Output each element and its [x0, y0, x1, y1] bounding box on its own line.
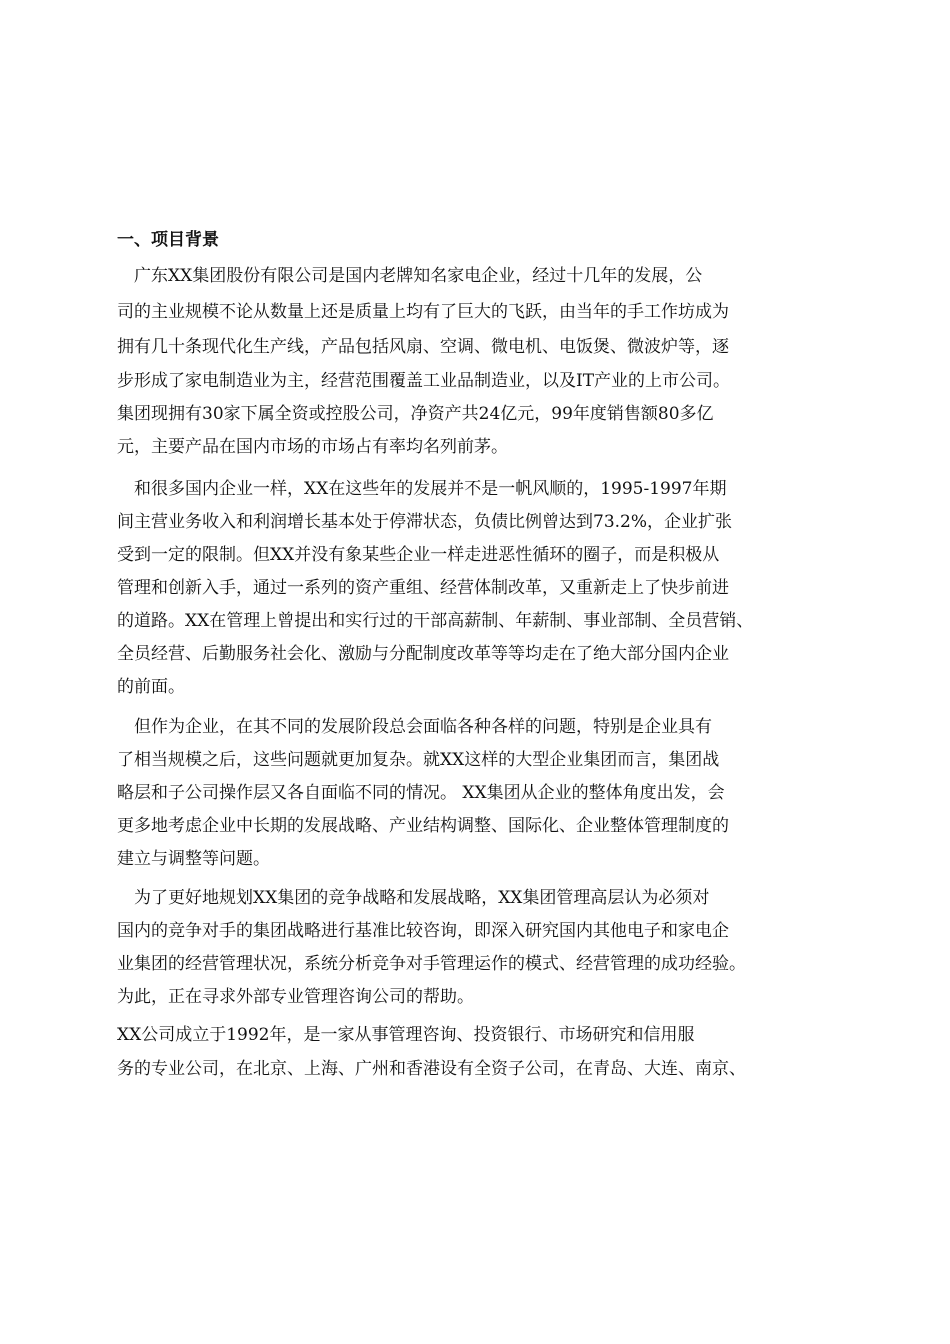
body-line: 为了更好地规划XX集团的竞争战略和发展战略，XX集团管理高层认为必须对 [117, 888, 710, 908]
body-line: 了相当规模之后，这些问题就更加复杂。就XX这样的大型企业集团而言，集团战 [117, 750, 720, 770]
body-line: 广东XX集团股份有限公司是国内老牌知名家电企业，经过十几年的发展，公 [117, 266, 703, 286]
body-line: 拥有几十条现代化生产线，产品包括风扇、空调、微电机、电饭煲、微波炉等，逐 [117, 337, 729, 357]
body-line: 全员经营、后勤服务社会化、激励与分配制度改革等等均走在了绝大部分国内企业 [117, 644, 729, 664]
body-line: 的道路。XX在管理上曾提出和实行过的干部高薪制、年薪制、事业部制、全员营销、 [117, 611, 754, 631]
body-line: 更多地考虑企业中长期的发展战略、产业结构调整、国际化、企业整体管理制度的 [117, 816, 729, 836]
body-line: 受到一定的限制。但XX并没有象某些企业一样走进恶性循环的圈子，而是积极从 [117, 545, 720, 565]
body-line: 步形成了家电制造业为主，经营范围覆盖工业品制造业，以及IT产业的上市公司。 [117, 371, 731, 391]
body-line: 业集团的经营管理状况，系统分析竞争对手管理运作的模式、经营管理的成功经验。 [117, 954, 746, 974]
body-line: XX公司成立于1992年，是一家从事管理咨询、投资银行、市场研究和信用服 [117, 1025, 695, 1045]
body-line: 建立与调整等问题。 [117, 849, 270, 869]
body-line: 务的专业公司，在北京、上海、广州和香港设有全资子公司，在青岛、大连、南京、 [117, 1059, 746, 1079]
body-line: 管理和创新入手，通过一系列的资产重组、经营体制改革，又重新走上了快步前进 [117, 578, 729, 598]
body-line: 元，主要产品在国内市场的市场占有率均名列前茅。 [117, 437, 508, 457]
body-line: 间主营业务收入和利润增长基本处于停滞状态，负债比例曾达到73.2%，企业扩张 [117, 512, 733, 532]
body-line: 但作为企业，在其不同的发展阶段总会面临各种各样的问题，特别是企业具有 [117, 717, 712, 737]
body-line: 为此，正在寻求外部专业管理咨询公司的帮助。 [117, 987, 474, 1007]
body-line: 集团现拥有30家下属全资或控股公司，净资产共24亿元，99年度销售额80多亿 [117, 404, 714, 424]
section-heading: 一、项目背景 [117, 230, 219, 250]
body-line: 国内的竞争对手的集团战略进行基准比较咨询，即深入研究国内其他电子和家电企 [117, 921, 729, 941]
body-line: 司的主业规模不论从数量上还是质量上均有了巨大的飞跃，由当年的手工作坊成为 [117, 302, 729, 322]
body-line: 和很多国内企业一样，XX在这些年的发展并不是一帆风顺的，1995-1997年期 [117, 479, 727, 499]
body-line: 略层和子公司操作层又各自面临不同的情况。 XX集团从企业的整体角度出发，会 [117, 783, 725, 803]
body-line: 的前面。 [117, 677, 185, 697]
